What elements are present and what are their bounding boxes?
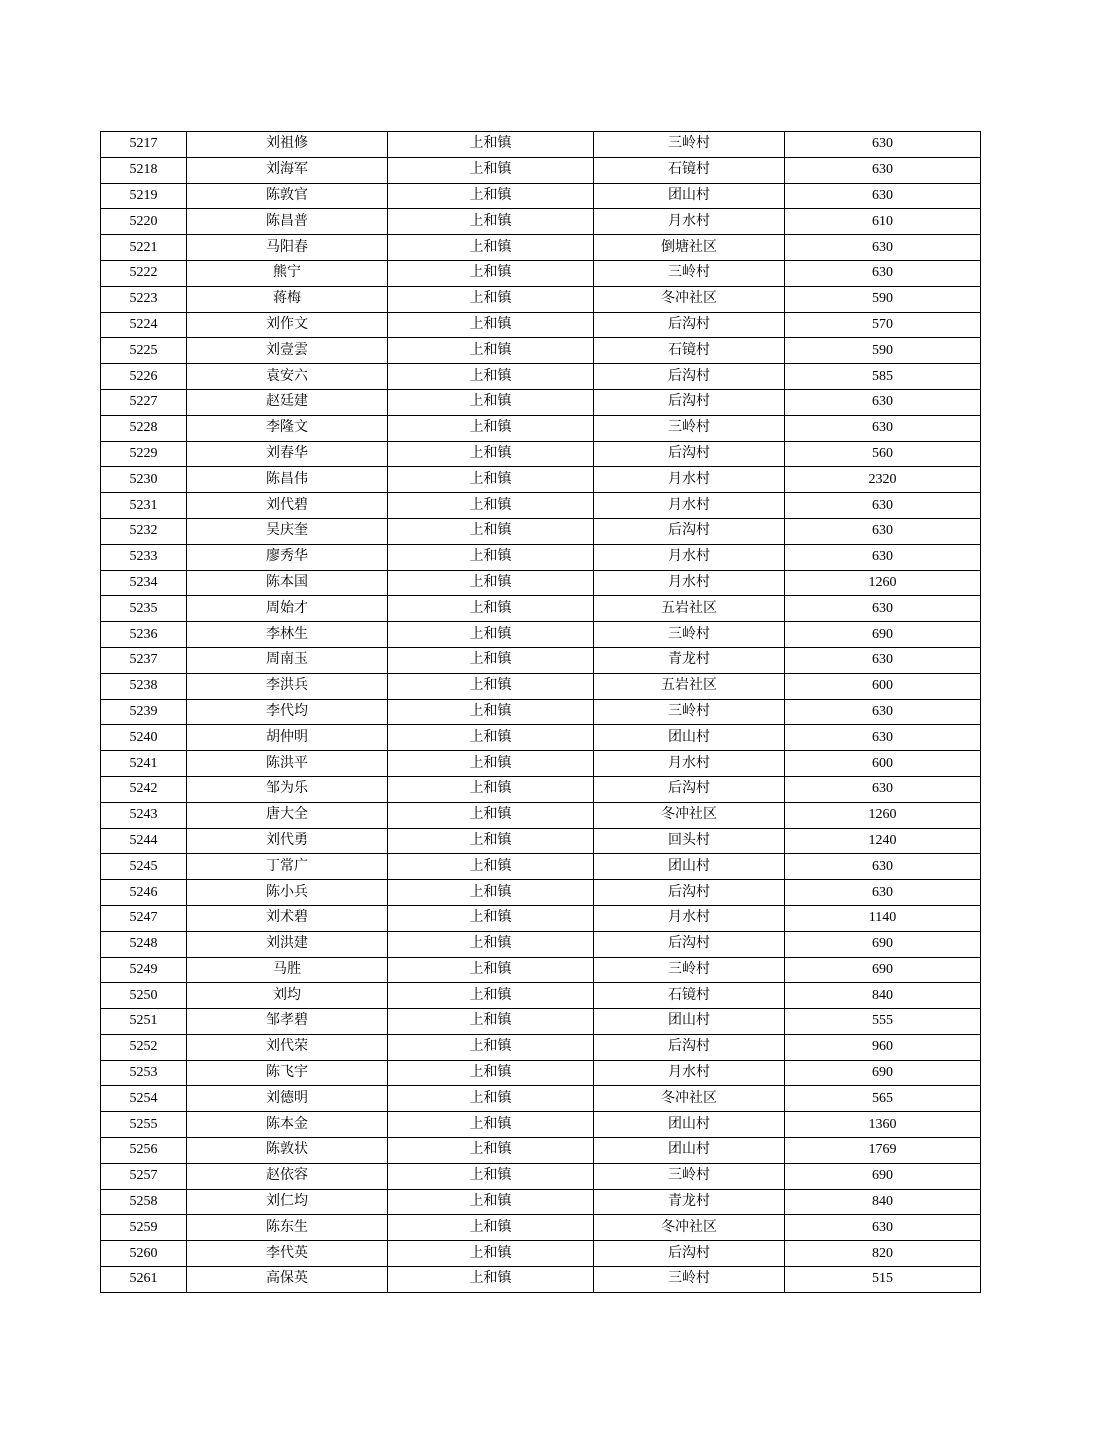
cell-id: 5235	[101, 596, 187, 622]
cell-id: 5223	[101, 286, 187, 312]
cell-village: 团山村	[594, 183, 785, 209]
cell-id: 5251	[101, 1009, 187, 1035]
table-row	[101, 880, 981, 906]
cell-amount: 630	[785, 183, 981, 209]
cell-amount: 840	[785, 983, 981, 1009]
cell-village: 后沟村	[594, 441, 785, 467]
cell-amount: 590	[785, 286, 981, 312]
cell-town: 上和镇	[388, 1267, 594, 1293]
cell-amount: 600	[785, 673, 981, 699]
cell-amount: 690	[785, 957, 981, 983]
cell-name: 丁常广	[187, 854, 388, 880]
table-row	[101, 673, 981, 699]
cell-amount: 600	[785, 751, 981, 777]
cell-amount: 585	[785, 364, 981, 390]
cell-town: 上和镇	[388, 1112, 594, 1138]
cell-name: 邹为乐	[187, 776, 388, 802]
table-row	[101, 905, 981, 931]
cell-name: 周始才	[187, 596, 388, 622]
cell-town: 上和镇	[388, 1241, 594, 1267]
cell-town: 上和镇	[388, 441, 594, 467]
table-row	[101, 389, 981, 415]
cell-town: 上和镇	[388, 1215, 594, 1241]
cell-amount: 565	[785, 1086, 981, 1112]
cell-town: 上和镇	[388, 415, 594, 441]
table-row	[101, 518, 981, 544]
cell-amount: 1260	[785, 570, 981, 596]
cell-name: 刘春华	[187, 441, 388, 467]
cell-name: 刘作文	[187, 312, 388, 338]
cell-town: 上和镇	[388, 776, 594, 802]
cell-amount: 2320	[785, 467, 981, 493]
cell-name: 刘海军	[187, 157, 388, 183]
table-row	[101, 157, 981, 183]
cell-village: 倒塘社区	[594, 235, 785, 261]
cell-name: 吴庆奎	[187, 518, 388, 544]
cell-name: 马胜	[187, 957, 388, 983]
table-row	[101, 467, 981, 493]
cell-town: 上和镇	[388, 260, 594, 286]
table-row	[101, 776, 981, 802]
cell-town: 上和镇	[388, 957, 594, 983]
cell-village: 月水村	[594, 1060, 785, 1086]
cell-id: 5241	[101, 751, 187, 777]
cell-village: 后沟村	[594, 931, 785, 957]
table-row	[101, 183, 981, 209]
cell-name: 陈飞宇	[187, 1060, 388, 1086]
cell-town: 上和镇	[388, 286, 594, 312]
cell-id: 5222	[101, 260, 187, 286]
cell-amount: 630	[785, 260, 981, 286]
cell-town: 上和镇	[388, 493, 594, 519]
cell-id: 5230	[101, 467, 187, 493]
cell-village: 后沟村	[594, 776, 785, 802]
cell-town: 上和镇	[388, 596, 594, 622]
cell-id: 5243	[101, 802, 187, 828]
cell-name: 赵依容	[187, 1163, 388, 1189]
cell-amount: 690	[785, 1060, 981, 1086]
cell-name: 李林生	[187, 622, 388, 648]
cell-amount: 630	[785, 647, 981, 673]
cell-town: 上和镇	[388, 570, 594, 596]
cell-amount: 960	[785, 1034, 981, 1060]
cell-village: 团山村	[594, 1009, 785, 1035]
cell-town: 上和镇	[388, 699, 594, 725]
cell-village: 冬冲社区	[594, 802, 785, 828]
cell-village: 三岭村	[594, 132, 785, 158]
cell-amount: 570	[785, 312, 981, 338]
table-row	[101, 1009, 981, 1035]
cell-id: 5253	[101, 1060, 187, 1086]
cell-village: 后沟村	[594, 364, 785, 390]
cell-village: 月水村	[594, 493, 785, 519]
cell-village: 后沟村	[594, 880, 785, 906]
cell-id: 5229	[101, 441, 187, 467]
cell-name: 刘均	[187, 983, 388, 1009]
cell-town: 上和镇	[388, 183, 594, 209]
cell-id: 5257	[101, 1163, 187, 1189]
cell-id: 5228	[101, 415, 187, 441]
cell-town: 上和镇	[388, 364, 594, 390]
table-row	[101, 1163, 981, 1189]
cell-village: 团山村	[594, 854, 785, 880]
cell-village: 后沟村	[594, 1241, 785, 1267]
cell-amount: 1260	[785, 802, 981, 828]
cell-name: 陈洪平	[187, 751, 388, 777]
cell-name: 刘祖修	[187, 132, 388, 158]
cell-id: 5255	[101, 1112, 187, 1138]
cell-town: 上和镇	[388, 802, 594, 828]
cell-village: 三岭村	[594, 622, 785, 648]
cell-name: 刘代荣	[187, 1034, 388, 1060]
table-row	[101, 493, 981, 519]
cell-village: 团山村	[594, 1138, 785, 1164]
cell-town: 上和镇	[388, 338, 594, 364]
table-row	[101, 751, 981, 777]
cell-id: 5244	[101, 828, 187, 854]
cell-id: 5227	[101, 389, 187, 415]
table-row	[101, 1086, 981, 1112]
cell-id: 5256	[101, 1138, 187, 1164]
cell-amount: 820	[785, 1241, 981, 1267]
cell-town: 上和镇	[388, 235, 594, 261]
cell-amount: 690	[785, 931, 981, 957]
table-row	[101, 235, 981, 261]
table-body	[101, 132, 981, 1293]
table-row	[101, 983, 981, 1009]
cell-town: 上和镇	[388, 132, 594, 158]
cell-amount: 590	[785, 338, 981, 364]
table-row	[101, 622, 981, 648]
cell-village: 后沟村	[594, 312, 785, 338]
table-row	[101, 441, 981, 467]
cell-village: 五岩社区	[594, 673, 785, 699]
cell-village: 三岭村	[594, 957, 785, 983]
cell-name: 高保英	[187, 1267, 388, 1293]
cell-id: 5217	[101, 132, 187, 158]
cell-id: 5225	[101, 338, 187, 364]
cell-town: 上和镇	[388, 312, 594, 338]
cell-id: 5236	[101, 622, 187, 648]
cell-name: 周南玉	[187, 647, 388, 673]
cell-amount: 610	[785, 209, 981, 235]
cell-id: 5246	[101, 880, 187, 906]
cell-town: 上和镇	[388, 983, 594, 1009]
cell-village: 三岭村	[594, 415, 785, 441]
cell-name: 陈本金	[187, 1112, 388, 1138]
cell-id: 5252	[101, 1034, 187, 1060]
cell-amount: 630	[785, 235, 981, 261]
cell-amount: 630	[785, 776, 981, 802]
cell-village: 冬冲社区	[594, 1086, 785, 1112]
table-row	[101, 931, 981, 957]
cell-name: 刘德明	[187, 1086, 388, 1112]
cell-amount: 560	[785, 441, 981, 467]
cell-name: 刘代勇	[187, 828, 388, 854]
cell-id: 5234	[101, 570, 187, 596]
cell-id: 5218	[101, 157, 187, 183]
table-row	[101, 364, 981, 390]
cell-id: 5232	[101, 518, 187, 544]
cell-village: 团山村	[594, 725, 785, 751]
cell-town: 上和镇	[388, 1189, 594, 1215]
cell-village: 石镜村	[594, 157, 785, 183]
cell-town: 上和镇	[388, 389, 594, 415]
cell-id: 5224	[101, 312, 187, 338]
cell-village: 月水村	[594, 209, 785, 235]
table-row	[101, 1060, 981, 1086]
cell-name: 李洪兵	[187, 673, 388, 699]
cell-name: 蒋梅	[187, 286, 388, 312]
table-row	[101, 1267, 981, 1293]
cell-town: 上和镇	[388, 1060, 594, 1086]
cell-amount: 630	[785, 415, 981, 441]
table-row	[101, 286, 981, 312]
cell-amount: 630	[785, 596, 981, 622]
cell-name: 陈敦状	[187, 1138, 388, 1164]
cell-name: 李代均	[187, 699, 388, 725]
cell-amount: 630	[785, 699, 981, 725]
cell-town: 上和镇	[388, 544, 594, 570]
table-row	[101, 312, 981, 338]
cell-id: 5258	[101, 1189, 187, 1215]
cell-town: 上和镇	[388, 1034, 594, 1060]
cell-id: 5226	[101, 364, 187, 390]
cell-amount: 630	[785, 493, 981, 519]
cell-town: 上和镇	[388, 209, 594, 235]
cell-amount: 840	[785, 1189, 981, 1215]
table-row	[101, 854, 981, 880]
table-row	[101, 1241, 981, 1267]
cell-id: 5242	[101, 776, 187, 802]
table-row	[101, 570, 981, 596]
cell-name: 李隆文	[187, 415, 388, 441]
cell-id: 5261	[101, 1267, 187, 1293]
cell-village: 后沟村	[594, 1034, 785, 1060]
cell-name: 刘洪建	[187, 931, 388, 957]
cell-village: 三岭村	[594, 1267, 785, 1293]
cell-town: 上和镇	[388, 518, 594, 544]
table-row	[101, 260, 981, 286]
cell-village: 月水村	[594, 905, 785, 931]
cell-id: 5237	[101, 647, 187, 673]
cell-id: 5250	[101, 983, 187, 1009]
cell-name: 赵廷建	[187, 389, 388, 415]
cell-name: 袁安六	[187, 364, 388, 390]
table-row	[101, 1138, 981, 1164]
cell-town: 上和镇	[388, 828, 594, 854]
cell-village: 石镜村	[594, 338, 785, 364]
cell-id: 5221	[101, 235, 187, 261]
table-row	[101, 647, 981, 673]
cell-town: 上和镇	[388, 622, 594, 648]
cell-name: 陈东生	[187, 1215, 388, 1241]
cell-amount: 630	[785, 725, 981, 751]
cell-name: 廖秀华	[187, 544, 388, 570]
table-row	[101, 1112, 981, 1138]
cell-id: 5259	[101, 1215, 187, 1241]
table-row	[101, 725, 981, 751]
cell-village: 后沟村	[594, 518, 785, 544]
cell-id: 5239	[101, 699, 187, 725]
cell-id: 5238	[101, 673, 187, 699]
cell-village: 石镜村	[594, 983, 785, 1009]
cell-town: 上和镇	[388, 880, 594, 906]
cell-village: 团山村	[594, 1112, 785, 1138]
cell-village: 冬冲社区	[594, 1215, 785, 1241]
cell-name: 李代英	[187, 1241, 388, 1267]
cell-amount: 1360	[785, 1112, 981, 1138]
cell-town: 上和镇	[388, 647, 594, 673]
cell-town: 上和镇	[388, 751, 594, 777]
cell-name: 陈本国	[187, 570, 388, 596]
cell-village: 回头村	[594, 828, 785, 854]
cell-amount: 630	[785, 544, 981, 570]
cell-town: 上和镇	[388, 931, 594, 957]
cell-amount: 1240	[785, 828, 981, 854]
cell-amount: 1769	[785, 1138, 981, 1164]
cell-name: 刘代碧	[187, 493, 388, 519]
table-row	[101, 699, 981, 725]
cell-amount: 630	[785, 880, 981, 906]
cell-name: 熊宁	[187, 260, 388, 286]
cell-amount: 555	[785, 1009, 981, 1035]
cell-village: 月水村	[594, 751, 785, 777]
cell-town: 上和镇	[388, 1009, 594, 1035]
cell-amount: 630	[785, 518, 981, 544]
cell-name: 刘仁均	[187, 1189, 388, 1215]
cell-id: 5245	[101, 854, 187, 880]
cell-id: 5260	[101, 1241, 187, 1267]
cell-village: 五岩社区	[594, 596, 785, 622]
cell-town: 上和镇	[388, 1086, 594, 1112]
cell-village: 月水村	[594, 570, 785, 596]
cell-id: 5254	[101, 1086, 187, 1112]
table-row	[101, 957, 981, 983]
cell-name: 刘壹雲	[187, 338, 388, 364]
cell-amount: 630	[785, 132, 981, 158]
cell-amount: 630	[785, 389, 981, 415]
table-row	[101, 338, 981, 364]
table-row	[101, 1215, 981, 1241]
table-row	[101, 802, 981, 828]
cell-amount: 515	[785, 1267, 981, 1293]
cell-name: 邹孝碧	[187, 1009, 388, 1035]
cell-village: 青龙村	[594, 1189, 785, 1215]
cell-town: 上和镇	[388, 467, 594, 493]
cell-town: 上和镇	[388, 725, 594, 751]
cell-name: 陈小兵	[187, 880, 388, 906]
data-table	[100, 131, 981, 1293]
cell-village: 冬冲社区	[594, 286, 785, 312]
table-row	[101, 1189, 981, 1215]
cell-id: 5220	[101, 209, 187, 235]
table-row	[101, 132, 981, 158]
cell-town: 上和镇	[388, 673, 594, 699]
cell-amount: 630	[785, 854, 981, 880]
cell-id: 5240	[101, 725, 187, 751]
cell-amount: 690	[785, 622, 981, 648]
cell-village: 三岭村	[594, 1163, 785, 1189]
cell-town: 上和镇	[388, 905, 594, 931]
cell-id: 5233	[101, 544, 187, 570]
cell-village: 青龙村	[594, 647, 785, 673]
cell-town: 上和镇	[388, 854, 594, 880]
table-row	[101, 415, 981, 441]
cell-village: 后沟村	[594, 389, 785, 415]
table-row	[101, 209, 981, 235]
cell-village: 月水村	[594, 544, 785, 570]
cell-amount: 1140	[785, 905, 981, 931]
cell-id: 5231	[101, 493, 187, 519]
cell-town: 上和镇	[388, 1163, 594, 1189]
cell-town: 上和镇	[388, 1138, 594, 1164]
cell-name: 唐大全	[187, 802, 388, 828]
cell-id: 5219	[101, 183, 187, 209]
cell-village: 三岭村	[594, 260, 785, 286]
table-row	[101, 828, 981, 854]
cell-amount: 630	[785, 1215, 981, 1241]
cell-village: 月水村	[594, 467, 785, 493]
cell-name: 刘术碧	[187, 905, 388, 931]
table-row	[101, 1034, 981, 1060]
cell-name: 马阳春	[187, 235, 388, 261]
cell-name: 陈昌普	[187, 209, 388, 235]
cell-id: 5249	[101, 957, 187, 983]
cell-name: 陈昌伟	[187, 467, 388, 493]
cell-id: 5248	[101, 931, 187, 957]
table-row	[101, 596, 981, 622]
cell-village: 三岭村	[594, 699, 785, 725]
cell-id: 5247	[101, 905, 187, 931]
cell-town: 上和镇	[388, 157, 594, 183]
cell-name: 胡仲明	[187, 725, 388, 751]
cell-name: 陈敦官	[187, 183, 388, 209]
table-row	[101, 544, 981, 570]
cell-amount: 630	[785, 157, 981, 183]
cell-amount: 690	[785, 1163, 981, 1189]
